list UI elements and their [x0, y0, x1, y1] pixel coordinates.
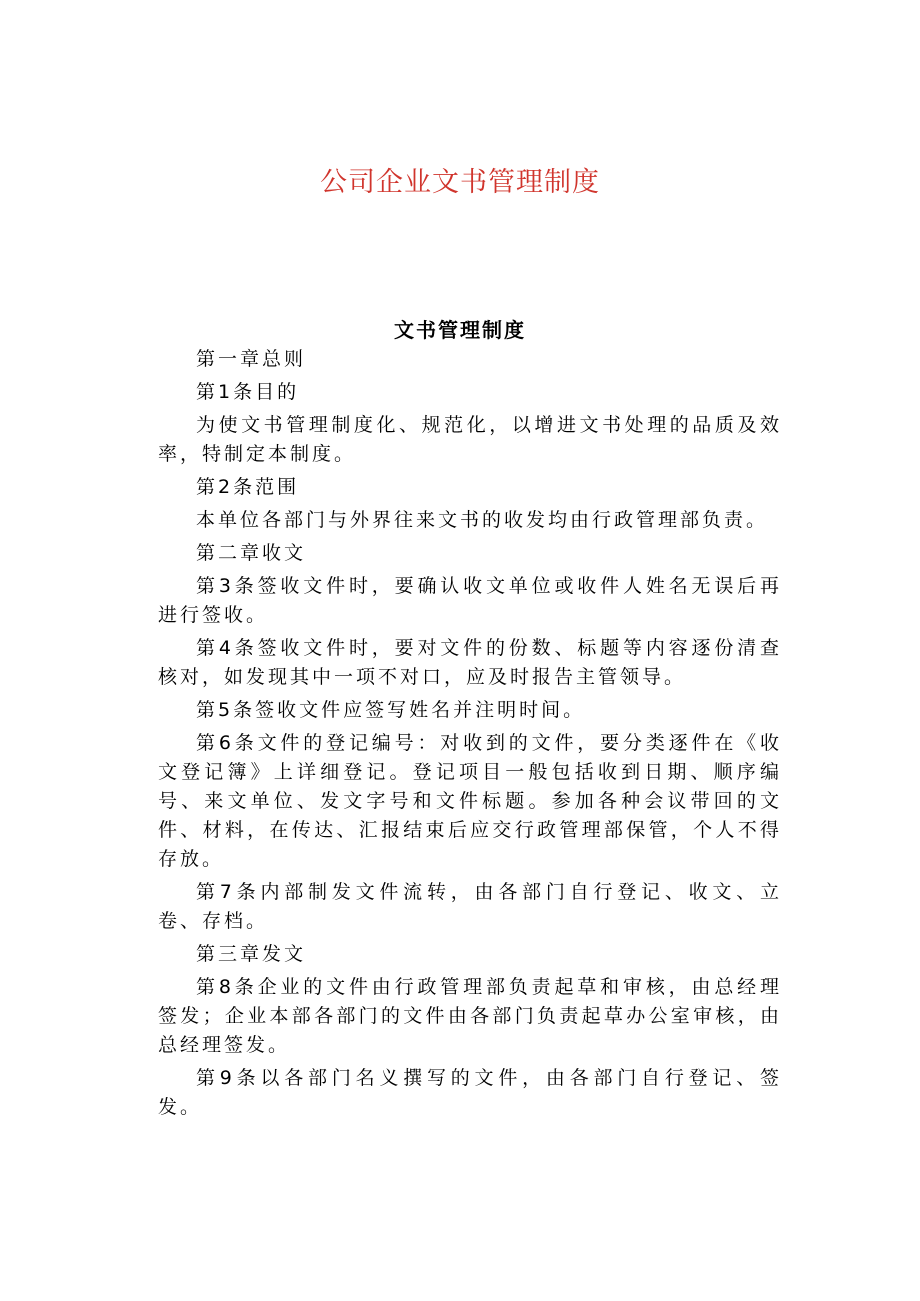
paragraph: 第8条企业的文件由行政管理部负责起草和审核，由总经理签发；企业本部各部门的文件由各部门负责起草办公室审核，由总经理签发。 — [158, 976, 782, 1056]
paragraph: 第5条签收文件应签写姓名并注明时间。 — [196, 699, 586, 721]
chapter-heading: 第一章总则 — [196, 348, 307, 370]
paragraph: 第4条签收文件时，要对文件的份数、标题等内容逐份清查核对，如发现其中一项不对口，应及时报告主管领导。 — [158, 637, 782, 688]
paragraph: 为使文书管理制度化、规范化，以增进文书处理的品质及效率，特制定本制度。 — [158, 414, 782, 465]
chapter-heading: 第二章收文 — [196, 542, 307, 564]
section-title: 文书管理制度 — [394, 318, 526, 342]
paragraph: 第7条内部制发文件流转，由各部门自行登记、收文、立卷、存档。 — [158, 881, 782, 932]
paragraph: 第9条以各部门名义撰写的文件，由各部门自行登记、签发。 — [158, 1067, 782, 1118]
document-title: 公司企业文书管理制度 — [320, 167, 600, 198]
document-body — [158, 345, 782, 1126]
paragraph: 第6条文件的登记编号：对收到的文件，要分类逐件在《收文登记簿》上详细登记。登记项目一般包括收到日期、顺序编号、来文单位、发文字号和文件标题。参加各种会议带回的文件、材料，在传达、汇报结束后应交行政管理部保管，个人不得存放。 — [158, 732, 782, 870]
paragraph: 第3条签收文件时，要确认收文单位或收件人姓名无误后再进行签收。 — [158, 575, 782, 626]
paragraph: 本单位各部门与外界往来文书的收发均由行政管理部负责。 — [196, 509, 769, 531]
article-heading: 第2条范围 — [196, 476, 300, 498]
article-heading: 第1条目的 — [196, 381, 300, 403]
chapter-heading: 第三章发文 — [196, 943, 307, 965]
